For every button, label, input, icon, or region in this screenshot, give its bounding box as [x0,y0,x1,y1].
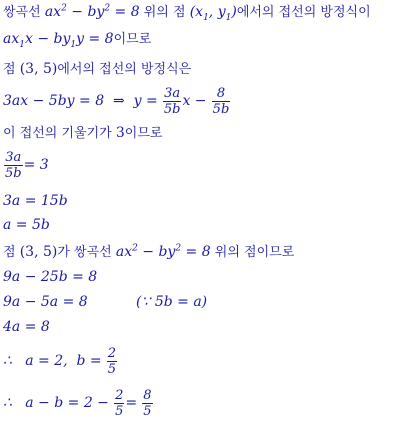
text: 에서의 접선의 방정식이 [236,5,371,20]
equals: = [125,395,138,411]
equation: a = 5b [3,217,50,233]
line-11 [3,293,207,312]
denominator: 5b [5,166,22,181]
numerator: 2 [115,388,124,403]
line-14 [3,386,154,421]
hyperbola-equation: $ax^2 - by^2 = 8$ [44,3,140,20]
text: 위의 점 [143,5,186,20]
text: 이 접선의 기울기가 [3,126,112,141]
text: 쌍곡선 [3,5,41,20]
fraction [142,388,152,419]
equation: = 3 [23,157,49,173]
numerator: 2 [107,346,117,361]
equation: 4a = 8 [3,319,50,335]
fraction [163,86,182,117]
equation: 9a − 25b = 8 [3,269,98,285]
denominator: 5 [143,404,152,419]
value: 3 [115,125,125,141]
text: 이므로 [124,126,163,141]
text: 위의 점이므로 [214,245,295,260]
line-4 [3,86,231,117]
numerator: 8 [212,86,231,102]
equation: 3ax − 5by = 8 ⇒ y = [3,93,158,109]
numerator: 3a [5,150,22,165]
point: (3, 5) [19,244,58,260]
line-1 [3,3,371,22]
denominator: 5b [212,102,230,117]
hyperbola-equation: $ax^2 - by^2 = 8$ [115,243,211,260]
text: 가 쌍곡선 [57,245,112,260]
line-5 [3,124,162,143]
text: 점 [3,62,16,77]
point-x1-y1: ($x_1$, $y_1$) [189,4,237,23]
reason-note: (∵ 5b = a) [136,294,208,310]
denominator: 5 [115,404,124,419]
numerator: 3a [164,86,181,101]
line-7 [3,192,68,211]
fraction [107,346,117,377]
denominator: 5 [107,362,117,377]
text: 에서의 접선의 방정식은 [57,62,192,77]
line-2 [3,30,151,49]
fraction [4,150,23,181]
point: (3, 5) [19,61,58,77]
line-12 [3,318,50,337]
line-9 [3,243,294,262]
text: 점 [3,245,16,260]
line-6 [3,150,49,181]
line-3 [3,60,191,79]
line-13 [3,344,118,379]
line-8 [3,216,50,235]
line-10 [3,268,97,287]
conclusion: ∴ a = 2, b = [3,353,102,369]
tangent-equation: $ax_1x - by_1y = 8$ [3,31,114,50]
text: 이므로 [113,32,152,47]
equation: 9a − 5a = 8 [3,294,88,310]
equation: x − [182,93,207,109]
fraction [212,86,231,117]
numerator: 8 [143,388,152,403]
equation: 3a = 15b [3,193,68,209]
conclusion: ∴ a − b = 2 − [3,395,109,411]
fraction [114,388,124,419]
denominator: 5b [163,102,181,117]
